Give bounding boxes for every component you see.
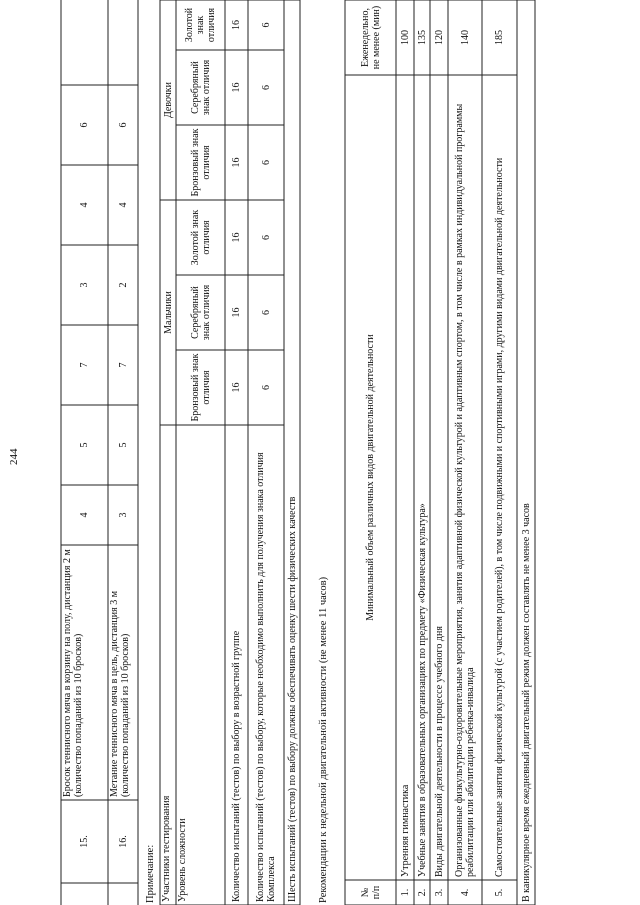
activity-label: Учебные занятия в образовательных организациях по предмету «Физическая культура» xyxy=(416,503,428,877)
minutes-value: 100 xyxy=(399,30,411,45)
table-cell: 16 xyxy=(231,382,242,393)
table-cell: 4 xyxy=(79,202,90,208)
table2-footer: Шесть испытаний (тестов) по выбору должны обеспечивать оценку шести физических качеств xyxy=(286,496,298,902)
row-number: 5. xyxy=(494,888,505,897)
weekly-header: Еженедельно, не менее (мин) xyxy=(359,5,382,70)
table-cell: 16 xyxy=(231,82,242,93)
table-cell: 6 xyxy=(260,160,272,165)
table-cell: 7 xyxy=(79,362,90,368)
gold-header: Золотой знак отличия xyxy=(189,209,212,266)
activity-header: Минимальный объем различных видов двигательной деятельности xyxy=(365,334,376,621)
participants-header: Участники тестирования xyxy=(161,795,172,902)
recommendations-title: Рекомендации к недельной двигательной активности (не менее 11 часов) xyxy=(318,576,329,903)
table3-footer: В каникулярное время ежедневный двигательный режим должен составлять не менее 3 часов xyxy=(520,503,532,902)
table-cell: 4 xyxy=(79,512,90,518)
test-label: Бросок теннисного мяча в корзину на полу, дистанция 2 м (количество попаданий из 10 бросков) xyxy=(62,549,84,797)
table-cell: 6 xyxy=(260,385,272,390)
table-cell: 16 xyxy=(231,307,242,318)
row-number: 1. xyxy=(399,888,411,897)
minutes-value: 135 xyxy=(416,30,428,45)
minutes-value: 185 xyxy=(494,30,505,45)
row-label: Количество испытаний (тестов) по выбору в возрастной группе xyxy=(231,630,242,902)
bronze-header: Бронзовый знак отличия xyxy=(189,128,212,197)
table-cell: 6 xyxy=(117,122,129,128)
activity-label: Утренняя гимнастика xyxy=(399,784,411,877)
row-label: Количество испытаний (тестов) по выбору, которые необходимо выполнить для получения знака отличия Комплекса xyxy=(255,452,277,902)
bronze-header: Бронзовый знак отличия xyxy=(189,353,212,422)
table-cell: 6 xyxy=(260,310,272,315)
table-cell: 5 xyxy=(79,442,90,448)
table-cell: 6 xyxy=(260,235,272,240)
activity-label: Виды двигательной деятельности в процессе учебного дня xyxy=(433,626,445,877)
table-cell: 4 xyxy=(117,202,129,208)
level-header: Уровень сложности xyxy=(177,818,188,902)
boys-header: Мальчики xyxy=(162,291,174,334)
activity-label: Организованные физкультурно-оздоровительные мероприятия, занятия адаптивной физической культурой и адаптивным спортом, в том числе в рамках индивидуальной программы реабилитации или абилитации ребенка-инвалида xyxy=(454,103,476,877)
table-cell: 2 xyxy=(117,282,129,288)
minutes-value: 120 xyxy=(433,30,445,45)
table-cell: 16 xyxy=(231,157,242,168)
note-label: Примечание: xyxy=(145,844,156,903)
silver-header: Серебряный знак отличия xyxy=(189,284,212,341)
num-header: № п/п xyxy=(359,885,382,900)
row-number: 16. xyxy=(117,835,129,848)
test-label: Метание теннисного мяча в цель, дистанция 3 м (количество попаданий из 10 бросков) xyxy=(109,590,131,797)
table-cell: 5 xyxy=(117,442,129,448)
activity-label: Самостоятельные занятия физической культурой (с участием родителей), в том числе подвижными и спортивными играми, другими видами двигательной деятельности xyxy=(494,157,505,877)
row-number: 4. xyxy=(459,888,471,897)
table-cell: 6 xyxy=(79,122,90,128)
table-cell: 3 xyxy=(79,282,90,288)
minutes-value: 140 xyxy=(459,30,471,45)
table-cell: 6 xyxy=(260,22,272,28)
gold-header: Золотой знак отличия xyxy=(184,7,217,43)
table-cell: 16 xyxy=(231,232,242,243)
table-cell: 6 xyxy=(260,85,272,90)
row-number: 15. xyxy=(79,835,90,848)
girls-header: Девочки xyxy=(162,82,174,119)
table-cell: 16 xyxy=(231,20,242,30)
row-number: 3. xyxy=(433,888,445,897)
table-cell: 7 xyxy=(117,362,129,368)
table-cell: 3 xyxy=(117,512,129,518)
page-number: 244 xyxy=(8,448,20,465)
row-number: 2. xyxy=(416,888,428,897)
silver-header: Серебряный знак отличия xyxy=(189,59,212,116)
